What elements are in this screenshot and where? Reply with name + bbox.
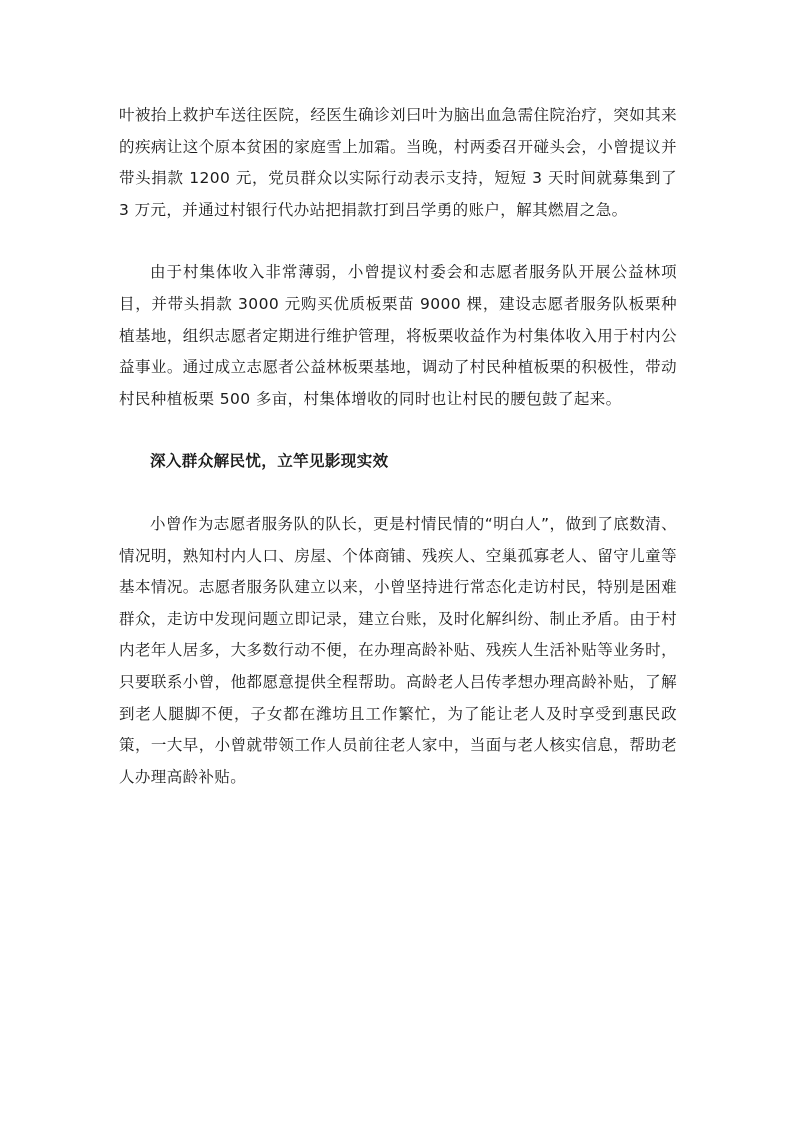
paragraph-public-forest: 由于村集体收入非常薄弱，小曾提议村委会和志愿者服务队开展公益林项目，并带头捐款 3000 元购买优质板栗苗 9000 棵，建设志愿者服务队板栗种植基地，组织志愿者定期进行维护管理，将板栗收益作为村集体收入用于村内公益事业。通过成立志愿者公益林板栗基地，调动了村民种植板栗的积极性，带动村民种植板栗 500 多亩，村集体增收的同时也让村民的腰包鼓了起来。	[119, 263, 677, 408]
paragraph-volunteer-leader: 小曾作为志愿者服务队的队长，更是村情民情的“明白人”，做到了底数清、情况明，熟知村内人口、房屋、个体商铺、残疾人、空巢孤寡老人、留守儿童等基本情况。志愿者服务队建立以来，小曾坚持进行常态化走访村民，特别是困难群众，走访中发现问题立即记录，建立台账，及时化解纠纷、制止矛盾。由于村内老年人居多，大多数行动不便，在办理高龄补贴、残疾人生活补贴等业务时，只要联系小曾，他都愿意提供全程帮助。高龄老人吕传孝想办理高龄补贴，了解到老人腿脚不便，子女都在潍坊且工作繁忙，为了能让老人及时享受到惠民政策，一大早，小曾就带领工作人员前往老人家中，当面与老人核实信息，帮助老人办理高龄补贴。	[119, 514, 677, 786]
section-heading: 深入群众解民忧，立竿见影现实效	[150, 452, 389, 471]
paragraph-gap	[119, 226, 677, 257]
document-body	[119, 100, 677, 793]
paragraph-continued: 叶被抬上救护车送往医院，经医生确诊刘曰叶为脑出血急需住院治疗，突如其来的疾病让这个原本贫困的家庭雪上加霜。当晚，村两委召开碰头会，小曾提议并带头捐款 1200 元，党员群众以实际行动表示支持，短短 3 天时间就募集到了 3 万元，并通过村银行代办站把捐款打到吕学勇的账户，解其燃眉之急。	[119, 106, 677, 219]
paragraph-gap	[119, 478, 677, 509]
paragraph-gap	[119, 415, 677, 446]
